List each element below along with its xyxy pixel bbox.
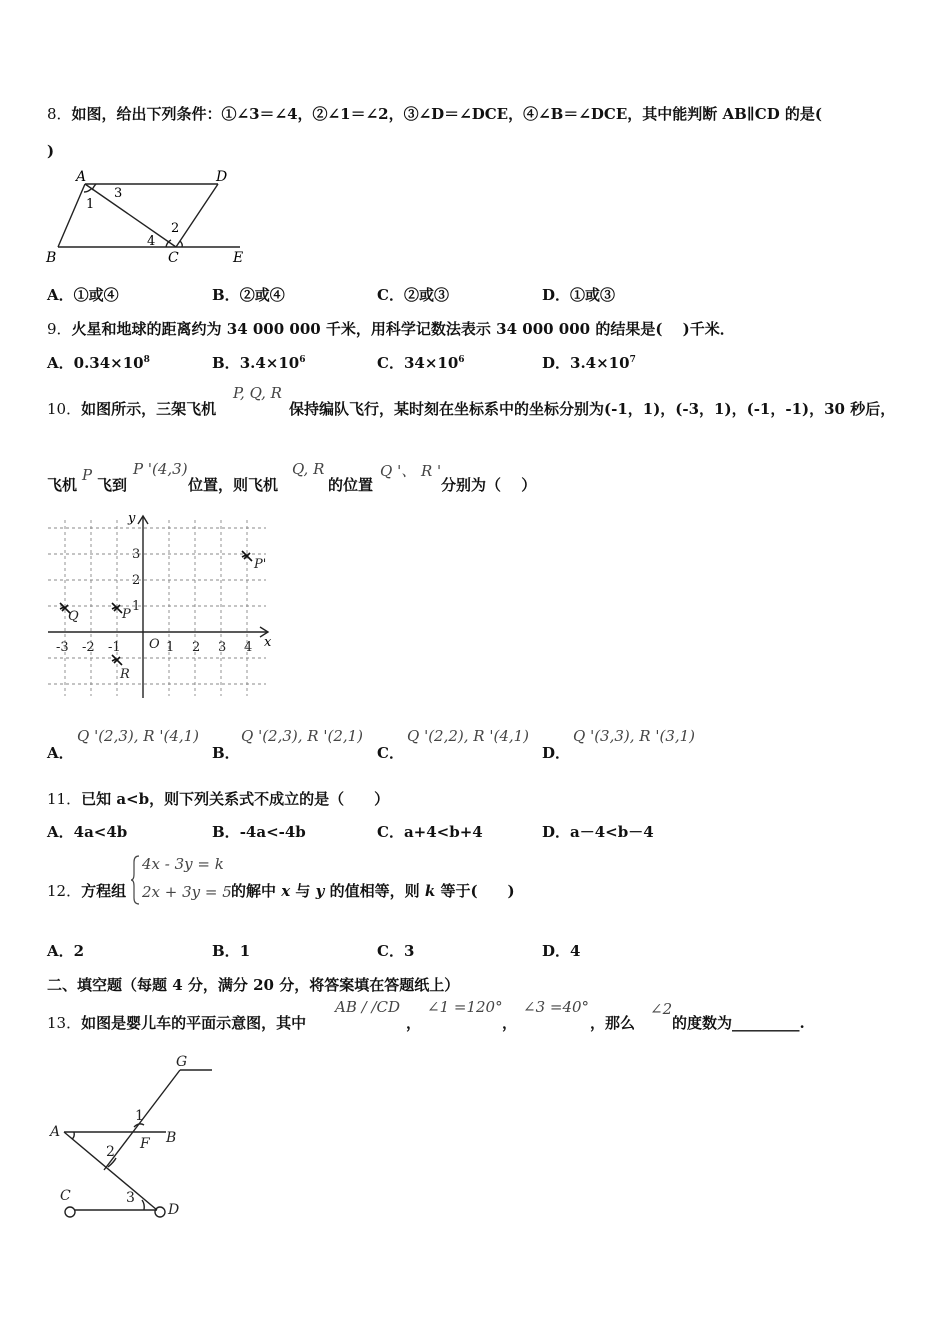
q9-option-b-base: 3.4×10	[239, 354, 300, 372]
q11-option-b[interactable]	[212, 821, 306, 842]
q11-option-a[interactable]	[47, 821, 127, 842]
q13-label-F: F	[140, 1136, 150, 1152]
q10-math-qr: Q, R	[292, 460, 325, 478]
q10-option-b[interactable]	[212, 742, 240, 763]
q8-option-a[interactable]	[47, 284, 119, 305]
q9-number: 9．	[47, 320, 72, 338]
q10-option-b-math: Q '(2,3), R '(2,1)	[241, 727, 364, 745]
q12-equation-1: 4x - 3y = k	[142, 855, 224, 873]
q11-number: 11．	[47, 790, 82, 808]
q11-option-d[interactable]	[542, 821, 654, 842]
q12-option-b-key: B．	[212, 942, 240, 960]
q10-number: 10．	[47, 400, 82, 418]
q10-option-a[interactable]	[47, 742, 74, 763]
q13-math-ab-cd: AB / /CD	[335, 998, 401, 1016]
q10-x-tick: 1	[166, 640, 175, 655]
q8-label-D: D	[216, 169, 228, 185]
q13-label-G: G	[176, 1054, 188, 1070]
q10-math-pqr: P, Q, R	[233, 384, 282, 402]
q12-text-d: 的值相等，则	[324, 882, 425, 900]
q12-option-a[interactable]	[47, 940, 84, 961]
q8-option-d-key: D．	[542, 286, 571, 304]
q10-x-tick: 2	[192, 640, 201, 655]
q12-option-b-text: 1	[239, 942, 251, 960]
q12-text-e: 等于( )	[435, 882, 515, 900]
q12-option-c[interactable]	[377, 940, 414, 961]
q8-label-B: B	[46, 250, 57, 266]
q10-point-Q: Q	[68, 609, 79, 624]
q12-option-d-text: 4	[570, 942, 581, 960]
q10-x-label: x	[264, 635, 272, 650]
q12-option-c-text: 3	[403, 942, 415, 960]
q10-stem-1a	[47, 398, 216, 419]
q13-label-D: D	[168, 1202, 180, 1218]
q13-text-b: ，那么	[590, 1014, 636, 1032]
q8-label-A: A	[76, 169, 87, 185]
q10-option-d[interactable]	[542, 742, 570, 763]
q9-option-c-key: C．	[377, 354, 404, 372]
q8-option-d-text: ①或③	[570, 286, 616, 304]
q10-option-c[interactable]	[377, 742, 404, 763]
q11-option-a-text: 4a<4b	[73, 823, 128, 841]
q11-option-b-key: B．	[212, 823, 240, 841]
q9-option-d-key: D．	[542, 354, 571, 372]
q10-option-a-key: A．	[47, 744, 74, 762]
q8-option-b-text: ②或④	[239, 286, 285, 304]
q10-x-tick: 4	[244, 640, 253, 655]
q9-option-c-base: 34×10	[403, 354, 459, 372]
q8-label-E: E	[233, 250, 244, 266]
q10-x-tick: 3	[218, 640, 227, 655]
q9-option-d-exp: 7	[629, 355, 636, 365]
q13-math-angle2: ∠2	[650, 1000, 673, 1018]
q8-angle-3: 3	[114, 186, 123, 201]
q12-option-c-key: C．	[377, 942, 404, 960]
q9-option-c[interactable]	[377, 352, 465, 373]
q11-option-c-key: C．	[377, 823, 404, 841]
q10-text-a: 如图所示，三架飞机	[81, 400, 217, 418]
q8-number: 8．	[47, 105, 72, 123]
q12-option-b[interactable]	[212, 940, 250, 961]
q10-option-c-math: Q '(2,2), R '(4,1)	[407, 727, 530, 745]
q8-label-C: C	[168, 250, 179, 266]
q8-angle-4: 4	[147, 234, 156, 249]
q12-stem-b	[231, 880, 515, 901]
q9-option-b[interactable]	[212, 352, 306, 373]
q11-option-c[interactable]	[377, 821, 483, 842]
q11-option-b-text: -4a<-4b	[239, 823, 306, 841]
q10-y-tick: 3	[132, 547, 141, 562]
q10-x-tick: -1	[108, 640, 121, 655]
q12-var-y: y	[315, 882, 325, 900]
q9-option-b-key: B．	[212, 354, 240, 372]
q10-option-b-key: B．	[212, 744, 240, 762]
q11-text: 已知 a<b，则下列关系式不成立的是（ ）	[81, 790, 390, 808]
q13-stem-a	[47, 1012, 306, 1033]
q13-angle-1: 1	[135, 1108, 144, 1124]
q10-text-b: 保持编队飞行，某时刻在坐标系中的坐标分别为(-1，1)，(-3，1)，(-1，-1)，30 秒后，	[289, 400, 896, 418]
q10-option-d-key: D．	[542, 744, 571, 762]
q13-label-B: B	[166, 1130, 177, 1146]
section-2-heading: 二、填空题（每题 4 分，满分 20 分，将答案填在答题纸上）	[47, 976, 460, 994]
q13-number: 13．	[47, 1014, 82, 1032]
q9-stem	[47, 318, 735, 339]
q9-option-d-base: 3.4×10	[570, 354, 630, 372]
q8-text: 如图，给出下列条件：①∠3＝∠4，②∠1＝∠2，③∠D＝∠DCE，④∠B＝∠DCE，其中能判断 AB∥CD 的是(	[71, 105, 823, 123]
q10-x-tick: -2	[82, 640, 95, 655]
q8-option-a-text: ①或④	[73, 286, 119, 304]
q12-option-d[interactable]	[542, 940, 580, 961]
q10-math-qr2: Q '、 R '	[380, 462, 442, 480]
q12-var-x: x	[281, 882, 291, 900]
q10-option-d-math: Q '(3,3), R '(3,1)	[573, 727, 696, 745]
q11-stem	[47, 788, 389, 809]
q10-y-tick: 2	[132, 573, 141, 588]
q8-angle-2: 2	[171, 221, 180, 236]
q10-text-c: 飞机	[47, 476, 78, 494]
q12-brace-icon	[131, 854, 141, 906]
q10-math-p: P	[82, 466, 93, 484]
q12-equation-2: 2x + 3y = 5	[142, 883, 232, 901]
q8-figure	[40, 162, 260, 267]
q8-option-b-key: B．	[212, 286, 240, 304]
q10-option-c-key: C．	[377, 744, 404, 762]
q8-option-c[interactable]	[377, 284, 449, 305]
q8-stem	[47, 103, 822, 124]
q8-option-c-key: C．	[377, 286, 404, 304]
q8-option-d[interactable]	[542, 284, 615, 305]
q9-option-a-key: A．	[47, 354, 74, 372]
q13-sep-1: ，	[406, 1014, 422, 1032]
q13-math-angle3: ∠3 =40°	[523, 998, 590, 1016]
q12-stem-a	[47, 880, 126, 901]
q9-option-a-exp: 8	[143, 355, 150, 365]
q10-math-p2: P '(4,3)	[133, 460, 188, 478]
q10-point-R: R	[120, 667, 130, 682]
q8-option-a-key: A．	[47, 286, 74, 304]
q10-point-P: P	[122, 607, 131, 622]
q9-option-c-exp: 6	[458, 355, 465, 365]
q8-option-c-text: ②或③	[403, 286, 449, 304]
q12-text-b: 的解中	[231, 882, 282, 900]
q13-angle-2: 2	[106, 1144, 115, 1160]
q12-option-a-key: A．	[47, 942, 74, 960]
q11-option-c-text: a+4<b+4	[403, 823, 483, 841]
q9-option-d[interactable]	[542, 352, 636, 373]
q9-text: 火星和地球的距离约为 34 000 000 千米，用科学记数法表示 34 000 000 的结果是( )千米．	[71, 320, 735, 338]
q10-text-d: 飞到	[97, 476, 128, 494]
q12-option-a-text: 2	[73, 942, 85, 960]
q9-option-a-base: 0.34×10	[73, 354, 144, 372]
q12-var-k: k	[424, 882, 436, 900]
q13-sep-2: ，	[502, 1014, 518, 1032]
q10-text-f: 的位置	[328, 476, 374, 494]
q12-text-c: 与	[290, 882, 316, 900]
q10-text-e: 位置，则飞机	[188, 476, 279, 494]
q13-math-angle1: ∠1 =120°	[427, 998, 503, 1016]
plane-r-icon	[112, 655, 122, 665]
q8-angle-1: 1	[86, 197, 95, 212]
q13-figure	[44, 1050, 224, 1225]
q10-y-tick: 1	[132, 599, 141, 614]
q10-text-g: 分别为（ ）	[441, 476, 537, 494]
q13-text-c: 的度数为	[672, 1014, 733, 1032]
q10-origin-label: O	[149, 637, 160, 652]
q13-stem-c	[672, 1012, 805, 1033]
q8-stem-tail: )	[47, 142, 55, 160]
q11-option-d-key: D．	[542, 823, 571, 841]
q13-answer-blank[interactable]: _________	[732, 1014, 800, 1032]
q13-label-C: C	[60, 1188, 71, 1204]
q10-point-P-prime: P'	[254, 557, 267, 572]
q9-option-b-exp: 6	[299, 355, 306, 365]
q13-label-A: A	[50, 1124, 61, 1140]
q10-x-tick: -3	[56, 640, 69, 655]
q11-option-a-key: A．	[47, 823, 74, 841]
q11-option-d-text: a－4<b－4	[570, 823, 654, 841]
q10-option-a-math: Q '(2,3), R '(4,1)	[77, 727, 200, 745]
q12-number: 12．	[47, 882, 82, 900]
q8-option-b[interactable]	[212, 284, 285, 305]
q13-end: .	[799, 1014, 805, 1032]
q12-option-d-key: D．	[542, 942, 571, 960]
q9-option-a[interactable]	[47, 352, 150, 373]
q10-y-label: y	[128, 511, 136, 526]
q10-coordinate-graph	[44, 510, 280, 702]
q12-text-a: 方程组	[81, 882, 127, 900]
q13-angle-3: 3	[126, 1190, 135, 1206]
q13-text-a: 如图是婴儿车的平面示意图，其中	[81, 1014, 307, 1032]
